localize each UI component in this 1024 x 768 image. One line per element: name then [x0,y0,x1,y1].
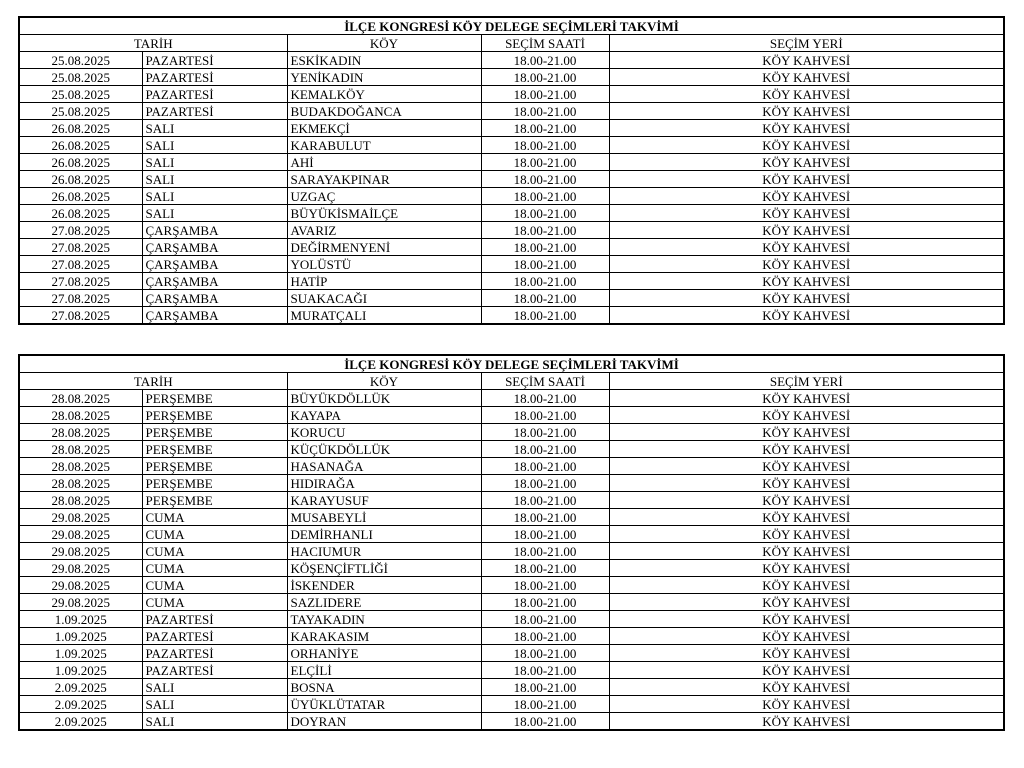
table-row [19,645,1004,662]
cell-place: KÖY KAHVESİ [609,307,1004,325]
table-title: İLÇE KONGRESİ KÖY DELEGE SEÇİMLERİ TAKVİMİ [19,17,1004,35]
cell-day: SALI [142,171,287,188]
table-row [19,509,1004,526]
cell-date: 27.08.2025 [19,256,142,273]
cell-day: PAZARTESİ [142,611,287,628]
cell-day: ÇARŞAMBA [142,239,287,256]
cell-date: 1.09.2025 [19,611,142,628]
cell-village: DEMİRHANLI [287,526,481,543]
cell-village: MUSABEYLİ [287,509,481,526]
cell-date: 1.09.2025 [19,628,142,645]
cell-date: 26.08.2025 [19,188,142,205]
cell-place: KÖY KAHVESİ [609,188,1004,205]
cell-place: KÖY KAHVESİ [609,390,1004,407]
cell-place: KÖY KAHVESİ [609,256,1004,273]
cell-village: KÖŞENÇİFTLİĞİ [287,560,481,577]
cell-date: 28.08.2025 [19,458,142,475]
cell-time: 18.00-21.00 [481,205,609,222]
cell-date: 29.08.2025 [19,543,142,560]
cell-time: 18.00-21.00 [481,273,609,290]
cell-day: PAZARTESİ [142,69,287,86]
cell-day: ÇARŞAMBA [142,290,287,307]
cell-place: KÖY KAHVESİ [609,509,1004,526]
cell-date: 28.08.2025 [19,424,142,441]
table-title-row [19,355,1004,373]
cell-day: SALI [142,120,287,137]
cell-village: KÜÇÜKDÖLLÜK [287,441,481,458]
cell-date: 2.09.2025 [19,679,142,696]
cell-time: 18.00-21.00 [481,171,609,188]
cell-date: 29.08.2025 [19,509,142,526]
cell-village: ESKİKADIN [287,52,481,69]
cell-village: AVARIZ [287,222,481,239]
cell-day: PAZARTESİ [142,103,287,120]
cell-place: KÖY KAHVESİ [609,526,1004,543]
cell-date: 28.08.2025 [19,492,142,509]
cell-village: BÜYÜKDÖLLÜK [287,390,481,407]
cell-date: 28.08.2025 [19,407,142,424]
table-row [19,390,1004,407]
cell-village: SUAKACAĞI [287,290,481,307]
table-body [19,52,1004,325]
table-row [19,407,1004,424]
cell-time: 18.00-21.00 [481,662,609,679]
cell-day: PAZARTESİ [142,86,287,103]
cell-village: HACIUMUR [287,543,481,560]
cell-time: 18.00-21.00 [481,713,609,731]
cell-time: 18.00-21.00 [481,290,609,307]
cell-time: 18.00-21.00 [481,424,609,441]
cell-date: 25.08.2025 [19,69,142,86]
cell-place: KÖY KAHVESİ [609,662,1004,679]
cell-date: 28.08.2025 [19,475,142,492]
table-row [19,154,1004,171]
cell-time: 18.00-21.00 [481,679,609,696]
cell-date: 29.08.2025 [19,560,142,577]
cell-place: KÖY KAHVESİ [609,171,1004,188]
cell-time: 18.00-21.00 [481,492,609,509]
header-place: SEÇİM YERİ [609,373,1004,390]
cell-village: KEMALKÖY [287,86,481,103]
cell-day: PERŞEMBE [142,475,287,492]
cell-day: PAZARTESİ [142,628,287,645]
cell-day: SALI [142,154,287,171]
header-time: SEÇİM SAATİ [481,373,609,390]
table-row [19,628,1004,645]
cell-place: KÖY KAHVESİ [609,628,1004,645]
table-row [19,137,1004,154]
cell-time: 18.00-21.00 [481,239,609,256]
cell-day: PERŞEMBE [142,492,287,509]
cell-time: 18.00-21.00 [481,69,609,86]
cell-village: UZGAÇ [287,188,481,205]
table-row [19,662,1004,679]
schedule-table-2 [18,354,1005,731]
cell-day: CUMA [142,560,287,577]
cell-time: 18.00-21.00 [481,560,609,577]
cell-day: ÇARŞAMBA [142,307,287,325]
cell-date: 27.08.2025 [19,273,142,290]
header-place: SEÇİM YERİ [609,35,1004,52]
cell-date: 25.08.2025 [19,86,142,103]
table-row [19,458,1004,475]
table-body [19,390,1004,731]
table-row [19,475,1004,492]
header-date: TARİH [19,373,287,390]
cell-place: KÖY KAHVESİ [609,679,1004,696]
header-village: KÖY [287,373,481,390]
cell-place: KÖY KAHVESİ [609,645,1004,662]
cell-date: 26.08.2025 [19,120,142,137]
table-row [19,713,1004,731]
cell-time: 18.00-21.00 [481,526,609,543]
cell-time: 18.00-21.00 [481,222,609,239]
cell-date: 27.08.2025 [19,307,142,325]
cell-place: KÖY KAHVESİ [609,137,1004,154]
cell-place: KÖY KAHVESİ [609,222,1004,239]
cell-village: KORUCU [287,424,481,441]
cell-place: KÖY KAHVESİ [609,441,1004,458]
cell-place: KÖY KAHVESİ [609,492,1004,509]
table-header-row [19,373,1004,390]
cell-day: ÇARŞAMBA [142,256,287,273]
cell-date: 26.08.2025 [19,205,142,222]
cell-date: 29.08.2025 [19,577,142,594]
table-row [19,611,1004,628]
cell-place: KÖY KAHVESİ [609,205,1004,222]
cell-day: PERŞEMBE [142,424,287,441]
table-header-row [19,35,1004,52]
cell-day: SALI [142,696,287,713]
cell-day: CUMA [142,509,287,526]
cell-day: CUMA [142,577,287,594]
cell-date: 28.08.2025 [19,390,142,407]
cell-date: 25.08.2025 [19,103,142,120]
table-row [19,424,1004,441]
cell-village: YOLÜSTÜ [287,256,481,273]
table-row [19,222,1004,239]
table-row [19,577,1004,594]
cell-place: KÖY KAHVESİ [609,594,1004,611]
cell-village: TAYAKADIN [287,611,481,628]
cell-village: BÜYÜKİSMAİLÇE [287,205,481,222]
cell-date: 27.08.2025 [19,239,142,256]
cell-date: 1.09.2025 [19,645,142,662]
cell-time: 18.00-21.00 [481,52,609,69]
table-row [19,256,1004,273]
table-row [19,52,1004,69]
cell-village: ÜYÜKLÜTATAR [287,696,481,713]
cell-date: 26.08.2025 [19,154,142,171]
cell-day: PERŞEMBE [142,390,287,407]
table-row [19,543,1004,560]
cell-village: HATİP [287,273,481,290]
cell-time: 18.00-21.00 [481,645,609,662]
cell-day: PAZARTESİ [142,645,287,662]
table-row [19,239,1004,256]
cell-time: 18.00-21.00 [481,628,609,645]
cell-day: SALI [142,713,287,731]
cell-village: HASANAĞA [287,458,481,475]
cell-place: KÖY KAHVESİ [609,475,1004,492]
table-row [19,69,1004,86]
table-row [19,273,1004,290]
cell-place: KÖY KAHVESİ [609,713,1004,731]
table-title: İLÇE KONGRESİ KÖY DELEGE SEÇİMLERİ TAKVİMİ [19,355,1004,373]
cell-village: DEĞİRMENYENİ [287,239,481,256]
cell-time: 18.00-21.00 [481,475,609,492]
cell-time: 18.00-21.00 [481,307,609,325]
table-row [19,86,1004,103]
cell-place: KÖY KAHVESİ [609,407,1004,424]
schedule-table-1 [18,16,1005,325]
cell-date: 1.09.2025 [19,662,142,679]
cell-village: MURATÇALI [287,307,481,325]
cell-date: 25.08.2025 [19,52,142,69]
cell-time: 18.00-21.00 [481,543,609,560]
header-time: SEÇİM SAATİ [481,35,609,52]
cell-day: ÇARŞAMBA [142,273,287,290]
cell-place: KÖY KAHVESİ [609,154,1004,171]
cell-village: BOSNA [287,679,481,696]
cell-time: 18.00-21.00 [481,120,609,137]
cell-village: KARABULUT [287,137,481,154]
table-row [19,290,1004,307]
header-date: TARİH [19,35,287,52]
cell-date: 26.08.2025 [19,171,142,188]
cell-village: YENİKADIN [287,69,481,86]
cell-time: 18.00-21.00 [481,407,609,424]
cell-day: ÇARŞAMBA [142,222,287,239]
table-title-row [19,17,1004,35]
table-row [19,205,1004,222]
cell-date: 29.08.2025 [19,526,142,543]
cell-place: KÖY KAHVESİ [609,52,1004,69]
cell-date: 26.08.2025 [19,137,142,154]
cell-place: KÖY KAHVESİ [609,69,1004,86]
cell-village: SAZLIDERE [287,594,481,611]
cell-time: 18.00-21.00 [481,137,609,154]
cell-place: KÖY KAHVESİ [609,611,1004,628]
table-row [19,696,1004,713]
cell-place: KÖY KAHVESİ [609,120,1004,137]
table-row [19,441,1004,458]
cell-date: 27.08.2025 [19,222,142,239]
cell-day: PAZARTESİ [142,52,287,69]
cell-day: SALI [142,188,287,205]
table-row [19,492,1004,509]
table-row [19,679,1004,696]
table-row [19,307,1004,325]
cell-village: HIDIRAĞA [287,475,481,492]
cell-day: PERŞEMBE [142,441,287,458]
table-row [19,526,1004,543]
cell-date: 2.09.2025 [19,713,142,731]
cell-village: AHİ [287,154,481,171]
cell-time: 18.00-21.00 [481,188,609,205]
cell-day: PAZARTESİ [142,662,287,679]
cell-village: DOYRAN [287,713,481,731]
table-row [19,594,1004,611]
cell-date: 2.09.2025 [19,696,142,713]
cell-time: 18.00-21.00 [481,390,609,407]
cell-time: 18.00-21.00 [481,86,609,103]
table-row [19,103,1004,120]
cell-day: CUMA [142,526,287,543]
cell-day: SALI [142,679,287,696]
cell-day: SALI [142,137,287,154]
cell-village: KAYAPA [287,407,481,424]
cell-place: KÖY KAHVESİ [609,103,1004,120]
cell-day: CUMA [142,594,287,611]
cell-place: KÖY KAHVESİ [609,424,1004,441]
table-row [19,188,1004,205]
cell-place: KÖY KAHVESİ [609,560,1004,577]
cell-day: PERŞEMBE [142,407,287,424]
cell-time: 18.00-21.00 [481,103,609,120]
cell-time: 18.00-21.00 [481,594,609,611]
cell-place: KÖY KAHVESİ [609,458,1004,475]
cell-day: SALI [142,205,287,222]
cell-time: 18.00-21.00 [481,458,609,475]
cell-village: KARAKASIM [287,628,481,645]
table-row [19,560,1004,577]
cell-village: İSKENDER [287,577,481,594]
cell-place: KÖY KAHVESİ [609,696,1004,713]
header-village: KÖY [287,35,481,52]
cell-day: PERŞEMBE [142,458,287,475]
cell-time: 18.00-21.00 [481,696,609,713]
cell-village: ELÇİLİ [287,662,481,679]
cell-village: ORHANİYE [287,645,481,662]
cell-place: KÖY KAHVESİ [609,86,1004,103]
table-row [19,171,1004,188]
cell-village: EKMEKÇİ [287,120,481,137]
cell-village: KARAYUSUF [287,492,481,509]
cell-date: 28.08.2025 [19,441,142,458]
cell-date: 27.08.2025 [19,290,142,307]
cell-time: 18.00-21.00 [481,611,609,628]
cell-time: 18.00-21.00 [481,256,609,273]
cell-time: 18.00-21.00 [481,154,609,171]
cell-date: 29.08.2025 [19,594,142,611]
cell-place: KÖY KAHVESİ [609,239,1004,256]
cell-place: KÖY KAHVESİ [609,290,1004,307]
table-row [19,120,1004,137]
cell-day: CUMA [142,543,287,560]
cell-time: 18.00-21.00 [481,509,609,526]
cell-time: 18.00-21.00 [481,577,609,594]
cell-time: 18.00-21.00 [481,441,609,458]
cell-place: KÖY KAHVESİ [609,577,1004,594]
cell-village: SARAYAKPINAR [287,171,481,188]
cell-place: KÖY KAHVESİ [609,273,1004,290]
cell-place: KÖY KAHVESİ [609,543,1004,560]
cell-village: BUDAKDOĞANCA [287,103,481,120]
